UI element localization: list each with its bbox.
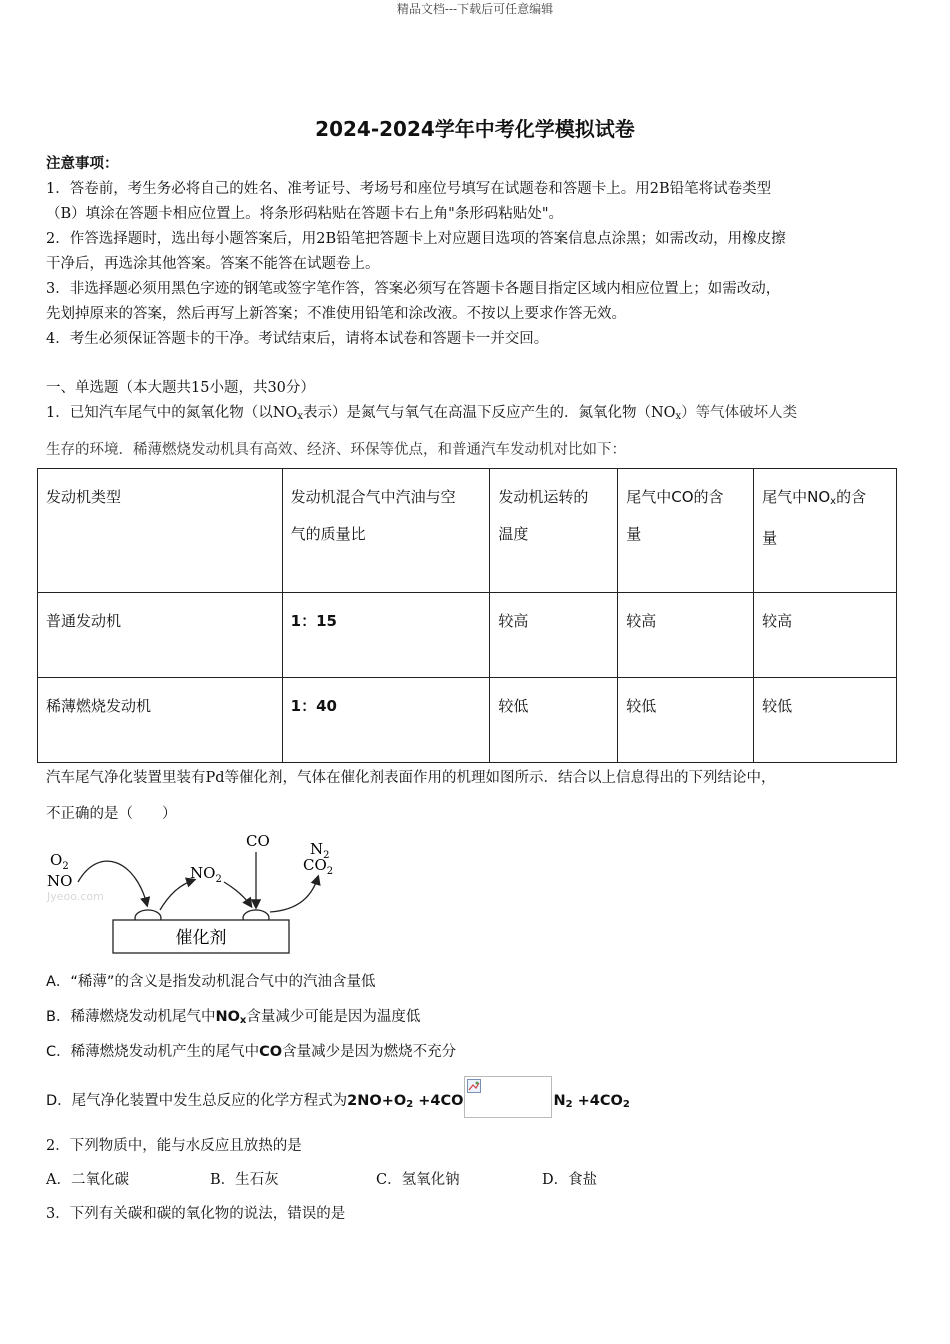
engine-comparison-table [37, 468, 897, 763]
section-heading: 一、单选题（本大题共15小题，共30分） [46, 380, 315, 396]
notice-line: 2．作答选择题时，选出每小题答案后，用2B铅笔把答题卡上对应题目选项的答案信息点涂黑；如需改动，用橡皮擦 [46, 231, 786, 247]
notice-line: 干净后，再选涂其他答案。答案不能答在试题卷上。 [46, 256, 380, 272]
label-n2: $N_2$ [310, 840, 330, 861]
page-header-note: 精品文档---下载后可任意编辑 [396, 2, 554, 16]
table-header-cell: 发动机混合气中汽油与空 气的质量比 [282, 469, 490, 593]
table-cell: 较低 [490, 678, 618, 763]
table-header-row [38, 469, 897, 593]
arrow-no2-to-site [224, 882, 251, 906]
q2-option-a[interactable]: A．二氧化碳 [46, 1172, 129, 1188]
label-co2: $CO_2$ [303, 856, 334, 877]
q1-context-line2: 不正确的是（ ） [46, 806, 177, 822]
option-c[interactable]: C．稀薄燃烧发动机产生的尾气中CO含量减少是因为燃烧不充分 [46, 1044, 457, 1060]
table-row [38, 593, 897, 678]
table-cell: 较高 [490, 593, 618, 678]
label-no2: $NO_2$ [190, 864, 222, 885]
q1-stem-line1: 1．已知汽车尾气中的氮氧化物（以$NO_x$表示）是氮气与氧气在高温下反应产生的．氮氧化物$(NO_x)$等气体破坏人类 [46, 405, 798, 422]
table-cell: 较高 [754, 593, 897, 678]
label-co: CO [246, 832, 270, 850]
catalyst-label: 催化剂 [175, 928, 227, 948]
q2-option-c[interactable]: C．氢氧化钠 [376, 1172, 460, 1188]
table-cell: 1：40 [282, 678, 490, 763]
notice-heading: 注意事项： [46, 155, 119, 172]
notice-line: 1．答卷前，考生务必将自己的姓名、准考证号、考场号和座位号填写在试题卷和答题卡上。用2B铅笔将试卷类型 [46, 181, 772, 197]
table-cell: 较低 [754, 678, 897, 763]
q2-stem: 2．下列物质中，能与水反应且放热的是 [46, 1138, 302, 1154]
diagram-watermark: Jyeoo.com [47, 890, 104, 903]
q2-option-b[interactable]: B．生石灰 [210, 1172, 279, 1188]
option-a[interactable]: A．“稀薄”的含义是指发动机混合气中的汽油含量低 [46, 974, 376, 990]
label-no: NO [47, 872, 73, 890]
table-cell: 较高 [618, 593, 754, 678]
notice-line: （B）填涂在答题卡相应位置上。将条形码粘贴在答题卡右上角"条形码粘贴处"。 [46, 206, 563, 222]
option-d[interactable]: D．尾气净化装置中发生总反应的化学方程式为$2NO+O_2 +4CO$ $N_2 +4CO_2$ [46, 1080, 630, 1122]
page-title: 2024-2024学年中考化学模拟试卷 [315, 117, 635, 141]
table-cell: 较低 [618, 678, 754, 763]
table-cell: 1：15 [282, 593, 490, 678]
q1-context-line1: 汽车尾气净化装置里装有Pd等催化剂，气体在催化剂表面作用的机理如图所示．结合以上信息得出的下列结论中， [46, 770, 776, 786]
table-cell: 稀薄燃烧发动机 [38, 678, 283, 763]
q2-option-d[interactable]: D．食盐 [542, 1172, 598, 1188]
catalyst-mechanism-diagram [44, 830, 344, 958]
table-header-cell: 尾气中$NO_x$的含 量 [754, 469, 897, 593]
arrow-to-no2 [160, 880, 194, 910]
table-row [38, 678, 897, 763]
notice-line: 4．考生必须保证答题卡的干净。考试结束后，请将本试卷和答题卡一并交回。 [46, 331, 549, 347]
label-o2: $O_2$ [50, 851, 69, 872]
arrow-products-up [270, 877, 318, 912]
notice-line: 3．非选择题必须用黑色字迹的钢笔或签字笔作答，答案必须写在答题卡各题目指定区域内相应位置上；如需改动， [46, 281, 781, 297]
broken-image-icon [464, 1076, 552, 1118]
table-header-cell: 尾气中CO的含 量 [618, 469, 754, 593]
option-b[interactable]: B．稀薄燃烧发动机尾气中$NO_x$含量减少可能是因为温度低 [46, 1009, 421, 1026]
q1-stem-line2: 生存的环境．稀薄燃烧发动机具有高效、经济、环保等优点，和普通汽车发动机对比如下： [46, 442, 626, 458]
table-cell: 普通发动机 [38, 593, 283, 678]
table-header-cell: 发动机类型 [38, 469, 283, 593]
table-header-cell: 发动机运转的 温度 [490, 469, 618, 593]
notice-line: 先划掉原来的答案，然后再写上新答案；不准使用铅笔和涂改液。不按以上要求作答无效。 [46, 306, 626, 322]
q3-stem: 3．下列有关碳和碳的氧化物的说法，错误的是 [46, 1206, 346, 1222]
